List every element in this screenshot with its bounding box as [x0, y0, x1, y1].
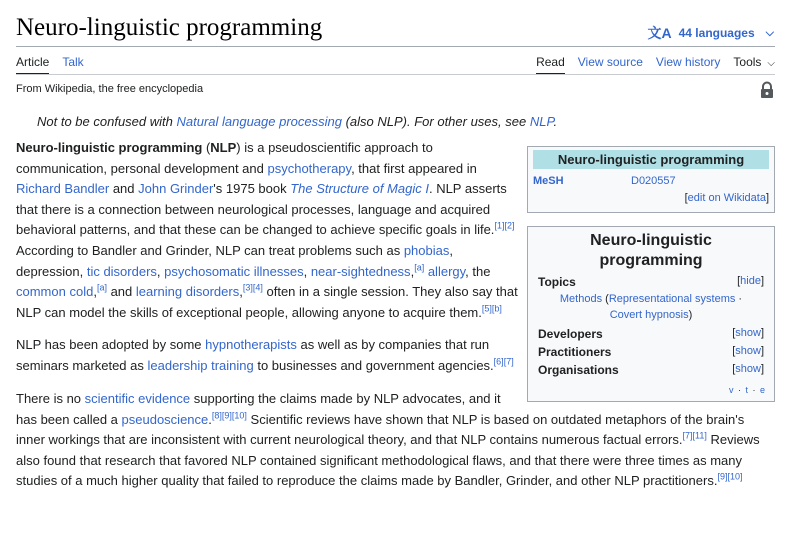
citation[interactable]: [10] [231, 410, 247, 421]
citation[interactable]: [3] [242, 282, 253, 293]
hatnote [37, 114, 557, 129]
link-allergy[interactable]: allergy [427, 263, 466, 279]
namespace-tabs [16, 55, 84, 75]
navbox-row-label: Developers [538, 327, 603, 341]
citation[interactable]: [10] [727, 472, 743, 483]
show-toggle-link[interactable]: show [735, 345, 761, 357]
citation[interactable]: [8] [211, 410, 222, 421]
citation[interactable]: [11] [692, 430, 707, 441]
intro-paragraph-1: Neuro-linguistic programming (NLP) is a pseudoscientific approach to communication, personal development and psychotherapy, that first appeared in Richard Bandler and John Grinder's 1975 book The Structure of Magic I. NLP asserts that there is a connection between neurological processes, language and acquired behavioral patterns, and that these can be changed to achieve specific goals in life.[1][2] According to Bandler and Grinder, NLP can treat problems such as phobias, depression, tic disorders, psychosomatic illnesses, near-sightedness,[a] allergy, the common cold,[a] and learning disorders,[3][4] often in a single session. They also say that NLP can model the skills of exceptional people, allowing anyone to acquire them.[5][b] [16, 140, 518, 320]
link-psychosomatic-illnesses[interactable]: psychosomatic illnesses [164, 263, 304, 279]
link-representational-systems[interactable]: Representational systems [608, 293, 736, 305]
languages-label: 44 languages [678, 26, 755, 40]
title-divider [16, 46, 775, 47]
link-structure-of-magic[interactable]: The Structure of Magic I [290, 181, 429, 197]
show-toggle-link[interactable]: show [735, 363, 761, 375]
mesh-id-link[interactable]: D020557 [631, 175, 676, 187]
citation[interactable]: [a] [414, 262, 425, 273]
show-toggle: [show] [732, 345, 764, 357]
mesh-row [533, 175, 769, 187]
citation[interactable]: [2] [504, 221, 515, 232]
link-common-cold[interactable]: common cold [16, 284, 94, 300]
show-toggle: [show] [732, 363, 764, 375]
navbox-row-label: Topics [538, 275, 576, 289]
navbox-row-label: Organisations [538, 363, 619, 377]
link-leadership-training[interactable]: leadership training [147, 357, 254, 373]
show-toggle-link[interactable]: show [735, 327, 761, 339]
hatnote-text: Not to be confused with [37, 114, 177, 129]
mesh-link[interactable]: MeSH [533, 175, 564, 187]
citation[interactable]: [9] [221, 410, 232, 421]
tab-talk[interactable]: Talk [62, 55, 84, 69]
link-near-sightedness[interactable]: near-sightedness [310, 263, 411, 279]
link-tic-disorders[interactable]: tic disorders [86, 263, 157, 279]
navbox-row-practitioners [538, 345, 764, 359]
hide-toggle-link[interactable]: hide [740, 275, 761, 287]
citation[interactable]: [5] [481, 303, 492, 314]
tabs-divider [16, 74, 775, 75]
edit-on-wikidata: [edit on Wikidata] [684, 192, 769, 204]
link-john-grinder[interactable]: John Grinder [138, 181, 214, 197]
link-richard-bandler[interactable]: Richard Bandler [16, 181, 110, 197]
intro-paragraph-3: There is no scientific evidence supporting the claims made by NLP advocates, and it has been called a pseudoscience.[8][9][10] Scientific reviews have shown that NLP is based on outdated metaphors of the brain's inner workings that are inconsistent with current neurological theory, and that NLP contains numerous factual errors.[7][11] Reviews also found that research that favored NLP contained significant methodological flaws, and that there were three times as many studies of a much higher quality that failed to reproduce the claims made by Bandler, Grinder, and other NLP practitioners.[9][10] [16, 391, 760, 489]
infobox-title: Neuro-linguistic programming [533, 150, 769, 169]
navbox-row-developers [538, 327, 764, 341]
citation[interactable]: [4] [252, 282, 263, 293]
tagline: From Wikipedia, the free encyclopedia [16, 83, 204, 95]
link-natural-language-processing[interactable]: Natural language processing [176, 114, 342, 129]
link-covert-hypnosis[interactable]: Covert hypnosis [609, 309, 689, 321]
talk-template-link[interactable]: t [745, 385, 749, 395]
citation[interactable]: [b] [491, 303, 502, 314]
citation[interactable]: [1] [494, 221, 505, 232]
navbox-row-topics [538, 275, 764, 289]
link-pseudoscience[interactable]: pseudoscience [121, 411, 209, 427]
citation[interactable]: [6] [493, 356, 504, 367]
navbox-row-organisations [538, 363, 764, 377]
nlp-sidebar-navbox [527, 226, 775, 402]
hatnote-text: . [553, 114, 558, 129]
citation[interactable]: [a] [96, 282, 107, 293]
link-psychotherapy[interactable]: psychotherapy [267, 160, 352, 176]
edit-template-link[interactable]: e [759, 385, 766, 395]
mesh-infobox [527, 146, 775, 213]
translate-icon: 文A [647, 25, 672, 41]
tab-view-source[interactable]: View source [577, 55, 643, 69]
link-phobias[interactable]: phobias [403, 242, 450, 258]
languages-button[interactable] [648, 23, 775, 43]
link-learning-disorders[interactable]: learning disorders [135, 284, 240, 300]
link-scientific-evidence[interactable]: scientific evidence [84, 391, 191, 406]
tab-read[interactable]: Read [536, 55, 565, 75]
bold-term: Neuro-linguistic programming [16, 140, 203, 155]
citation[interactable]: [7] [503, 356, 514, 367]
tools-label: Tools [733, 55, 762, 69]
navbox-row-label: Practitioners [538, 345, 612, 359]
page-title: Neuro-linguistic programming [16, 14, 323, 41]
tools-menu[interactable] [733, 55, 775, 75]
tab-article[interactable]: Article [16, 55, 49, 75]
edit-on-wikidata-link[interactable]: edit on Wikidata [687, 192, 766, 204]
hatnote-text: (also NLP). For other uses, see [341, 114, 530, 129]
citation[interactable]: [7] [682, 430, 693, 441]
citation[interactable]: [9] [717, 472, 728, 483]
chevron-down-icon: ⌵ [765, 26, 774, 39]
navbox-title: Neuro-linguistic programming [590, 232, 712, 269]
hide-toggle: [hide] [737, 275, 764, 287]
chevron-down-icon: ⌵ [767, 58, 775, 69]
intro-paragraph-2: NLP has been adopted by some hypnotherapists as well as by companies that run seminars marketed as leadership training to businesses and government agencies.[6][7] [16, 337, 514, 373]
view-template-link[interactable]: v [728, 385, 735, 395]
link-methods[interactable]: Methods [559, 293, 603, 305]
lock-icon[interactable] [760, 81, 774, 99]
topics-list: Methods (Representational systems · Covert hypnosis) [559, 293, 743, 321]
link-nlp-disambiguation[interactable]: NLP [529, 114, 554, 129]
link-hypnotherapists[interactable]: hypnotherapists [205, 337, 297, 352]
view-tabs [536, 55, 775, 75]
show-toggle: [show] [732, 327, 764, 339]
vte-links: v · t · e [728, 385, 766, 395]
tab-view-history[interactable]: View history [655, 55, 721, 69]
bold-term: NLP [210, 140, 237, 155]
